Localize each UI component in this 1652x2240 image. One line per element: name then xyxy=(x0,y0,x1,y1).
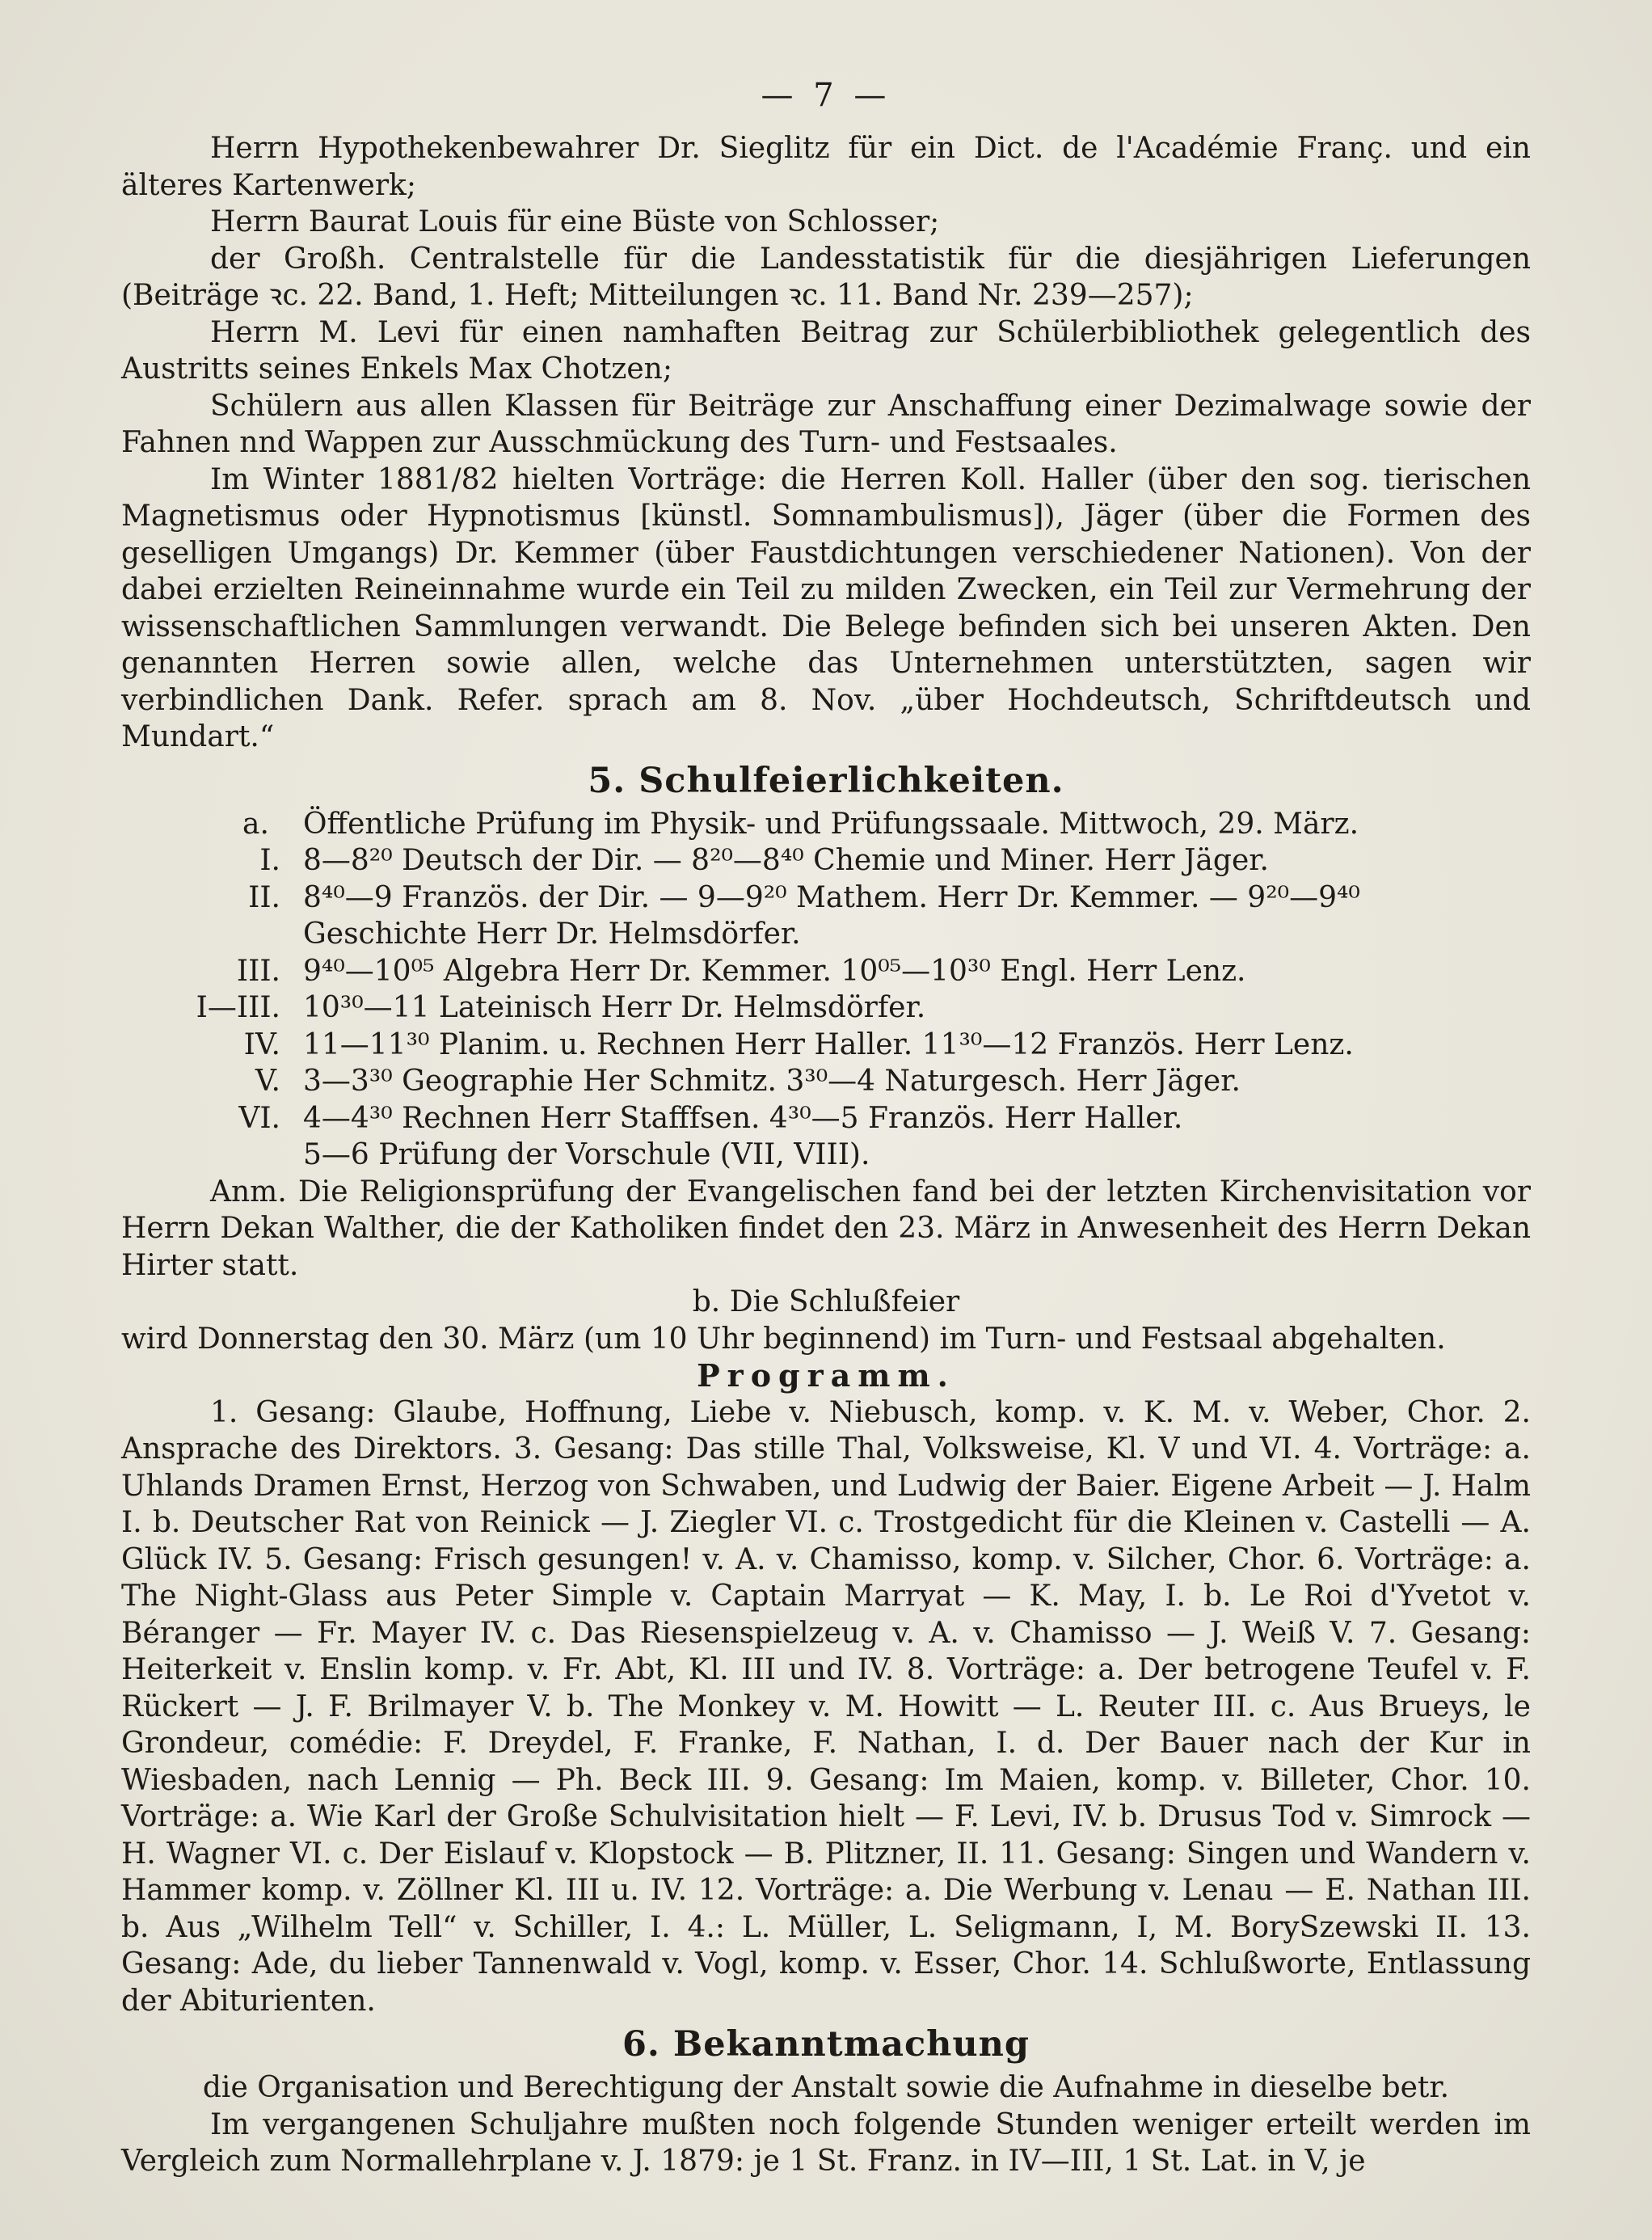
schedule-row xyxy=(121,1027,1531,1064)
schedule-class: IV. xyxy=(243,1027,280,1061)
schedule-text: 5—6 Prüfung der Vorschule (VII, VIII). xyxy=(303,1138,870,1171)
schedule-class: III. xyxy=(236,954,280,988)
religion-exam-note: Anm. Die Religionsprüfung der Evangelischen fand bei der letzten Kirchenvisitation vor Herrn Dekan Walther, die der Katholiken findet den 23. März in Anwesenheit des Herrn Dekan Hirter statt. xyxy=(121,1175,1531,1282)
final-ceremony-text: wird Donnerstag den 30. März (um 10 Uhr beginnend) im Turn- und Festsaal abgehalten. xyxy=(121,1322,1446,1356)
winter-lectures-paragraph: Im Winter 1881/82 hielten Vorträge: die Herren Koll. Haller (über den sog. tierischen Magnetismus oder Hypnotismus [künstl. Somnambulismus]), Jäger (über die Formen des geselligen Umgangs) Dr. Kemmer (über Faustdichtungen verschiedener Nationen). Von der dabei erzielten Reineinnahme wurde ein Teil zu milden Zwecken, ein Teil zur Vermehrung der wissenschaftlichen Sammlungen verwandt. Die Belege befinden sich bei unseren Akten. Den genannten Herren sowie allen, welche das Unternehmen unterstützten, sagen wir verbindlichen Dank. Refer. sprach am 8. Nov. „über Hochdeutsch, Schriftdeutsch und Mundart.“ xyxy=(121,462,1531,753)
schedule-class xyxy=(121,916,303,953)
program-text: 1. Gesang: Glaube, Hoffnung, Liebe v. Niebusch, komp. v. K. M. v. Weber, Chor. 2. Ansprache des Direktors. 3. Gesang: Das stille Thal, Volksweise, Kl. V und VI. 4. Vorträge: a. Uhlands Dramen Ernst, Herzog von Schwaben, und Ludwig der Baier. Eigene Arbeit — J. Halm I. b. Deutscher Rat von Reinick — J. Ziegler VI. c. Trostgedicht für die Kleinen v. Castelli — A. Glück IV. 5. Gesang: Frisch gesungen! v. A. v. Chamisso, komp. v. Silcher, Chor. 6. Vorträge: a. The Night-Glass aus Peter Simple v. Captain Marryat — K. May, I. b. Le Roi d'Yvetot v. Béranger — Fr. Mayer IV. c. Das Riesenspielzeug v. A. v. Chamisso — J. Weiß V. 7. Gesang: Heiterkeit v. Enslin komp. v. Fr. Abt, Kl. III und IV. 8. Vorträge: a. Der betrogene Teufel v. F. Rückert — J. F. Brilmayer V. b. The Monkey v. M. Howitt — L. Reuter III. c. Aus Brueys, le Grondeur, comédie: F. Dreydel, F. Franke, F. Nathan, I. d. Der Bauer nach der Kur in Wiesbaden, nach Lennig — Ph. Beck III. 9. Gesang: Im Maien, komp. v. Billeter, Chor. 10. Vorträge: a. Wie Karl der Große Schulvisitation hielt — F. Levi, IV. b. Drusus Tod v. Simrock — H. Wagner VI. c. Der Eislauf v. Klopstock — B. Plitzner, II. 11. Gesang: Singen und Wandern v. Hammer komp. v. Zöllner Kl. III u. IV. 12. Vorträge: a. Die Werbung v. Lenau — E. Nathan III. b. Aus „Wilhelm Tell“ v. Schiller, I. 4.: L. Müller, L. Seligmann, I, M. BorySzewski II. 13. Gesang: Ade, du lieber Tannenwald v. Vogl, komp. v. Esser, Chor. 14. Schlußworte, Entlassung der Abiturienten. xyxy=(121,1395,1531,2018)
schedule-row xyxy=(121,1100,1531,1137)
section-5-heading: 5. Schulfeierlichkeiten. xyxy=(588,760,1064,801)
program-heading: Programm. xyxy=(697,1357,955,1394)
schedule-row xyxy=(121,989,1531,1027)
schedule-class: V. xyxy=(255,1065,280,1098)
donation-item: Herrn M. Levi für einen namhaften Beitrag zur Schülerbibliothek gelegentlich des Austritts seines Enkels Max Chotzen; xyxy=(121,315,1531,386)
schedule-text: 10³⁰—11 Lateinisch Herr Dr. Helmsdörfer. xyxy=(303,991,926,1024)
schedule-class: I—III. xyxy=(196,991,280,1024)
schedule-class xyxy=(121,1137,303,1174)
schedule-row xyxy=(121,1137,1531,1174)
section-6-text: Im vergangenen Schuljahre mußten noch folgende Stunden weniger erteilt werden im Vergleich zum Normallehrplane v. J. 1879: je 1 St. Franz. in IV—III, 1 St. Lat. in V, je xyxy=(121,2107,1531,2178)
exam-title-row xyxy=(121,806,1531,843)
schedule-text: 9⁴⁰—10⁰⁵ Algebra Herr Dr. Kemmer. 10⁰⁵—10³⁰ Engl. Herr Lenz. xyxy=(303,954,1246,988)
schedule-row xyxy=(121,916,1531,953)
schedule-class: I. xyxy=(259,844,280,877)
schedule-text: 4—4³⁰ Rechnen Herr Stafffsen. 4³⁰—5 Französ. Herr Haller. xyxy=(303,1101,1183,1135)
donation-item: Herrn Baurat Louis für eine Büste von Schlosser; xyxy=(210,205,940,238)
schedule-text: 11—11³⁰ Planim. u. Rechnen Herr Haller. 11³⁰—12 Französ. Herr Lenz. xyxy=(303,1027,1354,1061)
section-6-heading: 6. Bekanntmachung xyxy=(622,2024,1030,2065)
donation-item: der Großh. Centralstelle für die Landesstatistik für die diesjährigen Lieferungen (Beiträge ꝛc. 22. Band, 1. Heft; Mitteilungen ꝛc. 11. Band Nr. 239—257); xyxy=(121,242,1531,312)
schedule-text: 8—8²⁰ Deutsch der Dir. — 8²⁰—8⁴⁰ Chemie und Miner. Herr Jäger. xyxy=(303,844,1269,877)
schedule-row xyxy=(121,880,1531,917)
exam-title: Öffentliche Prüfung im Physik- und Prüfungssaale. Mittwoch, 29. März. xyxy=(303,807,1359,841)
schedule-text: 8⁴⁰—9 Französ. der Dir. — 9—9²⁰ Mathem. Herr Dr. Kemmer. — 9²⁰—9⁴⁰ xyxy=(303,880,1360,914)
donation-item: Schülern aus allen Klassen für Beiträge zur Anschaffung einer Dezimalwage sowie der Fahnen nnd Wappen zur Ausschmückung des Turn- und Festsaales. xyxy=(121,389,1531,459)
page-number: — 7 — xyxy=(761,77,891,114)
donations-list xyxy=(121,130,1531,462)
schedule-row xyxy=(121,953,1531,990)
exam-schedule xyxy=(121,842,1531,1174)
exam-label: a. xyxy=(242,807,269,841)
schedule-text: 3—3³⁰ Geographie Her Schmitz. 3³⁰—4 Naturgesch. Herr Jäger. xyxy=(303,1065,1241,1098)
schedule-class: II. xyxy=(248,880,280,914)
schedule-row xyxy=(121,1063,1531,1100)
schedule-row xyxy=(121,842,1531,880)
section-6-subheading: die Organisation und Berechtigung der Anstalt sowie die Aufnahme in dieselbe betr. xyxy=(202,2071,1450,2104)
schedule-class: VI. xyxy=(238,1101,280,1135)
donation-item: Herrn Hypothekenbewahrer Dr. Sieglitz für ein Dict. de l'Académie Franç. und ein älteres Kartenwerk; xyxy=(121,132,1531,202)
schedule-text: Geschichte Herr Dr. Helmsdörfer. xyxy=(303,918,801,951)
final-ceremony-label: b. Die Schlußfeier xyxy=(692,1285,960,1318)
